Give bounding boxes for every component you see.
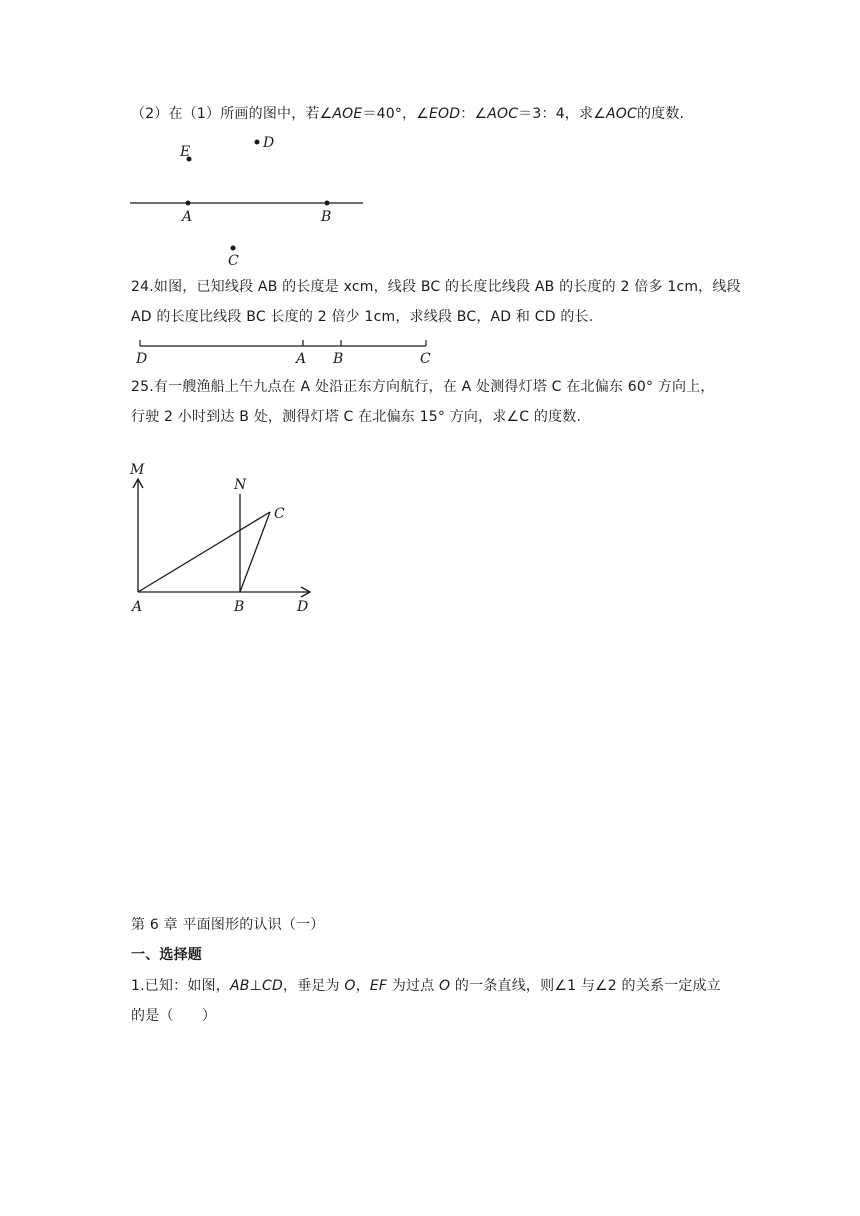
q24-line1: 24.如图，已知线段 AB 的长度是 xcm，线段 BC 的长度比线段 AB 的长度的 2 倍多 1cm，线段	[131, 279, 741, 295]
label-d: D	[263, 135, 275, 151]
segment-name: CD	[261, 978, 283, 994]
figure-bearing-diagram	[125, 458, 325, 618]
text-segment: 的度数.	[636, 106, 685, 122]
point-b	[325, 201, 330, 206]
label-d: D	[297, 599, 309, 615]
label-b: B	[321, 209, 332, 225]
text-segment: ：∠	[460, 106, 488, 122]
label-b: B	[333, 351, 344, 367]
q24-line2: AD 的长度比线段 BC 长度的 2 倍少 1cm，求线段 BC，AD 和 CD 的长.	[131, 309, 594, 325]
q23-part2-text	[131, 104, 684, 124]
text-segment: ＝3：4，求∠	[518, 106, 606, 122]
label-e: E	[180, 144, 191, 160]
text-segment: ⊥	[249, 978, 262, 994]
q1-line1	[131, 976, 721, 996]
text-segment: 的一条直线，则∠1 与∠2 的关系一定成立	[450, 978, 721, 994]
figure-segment-dabc	[130, 334, 440, 368]
angle-name: AOC	[605, 106, 637, 122]
point-a	[186, 201, 191, 206]
point-c	[231, 246, 236, 251]
text-segment: ，垂足为	[282, 978, 345, 994]
line-name: EF	[369, 978, 388, 994]
segment-bc	[240, 512, 270, 592]
q1-line2: 的是（ ）	[131, 1008, 217, 1024]
figure-points-on-line	[125, 130, 375, 270]
text-segment: ，	[355, 978, 370, 994]
angle-name: AOC	[487, 106, 519, 122]
text-segment: （2）在（1）所画的图中，若∠	[131, 106, 333, 122]
angle-name: AOE	[332, 106, 363, 122]
label-a: A	[182, 209, 193, 225]
text-segment: 为过点	[387, 978, 440, 994]
label-d: D	[136, 351, 148, 367]
point-name: O	[439, 978, 451, 994]
label-n: N	[234, 477, 247, 493]
label-c: C	[420, 351, 431, 367]
label-a: A	[296, 351, 307, 367]
angle-name: EOD	[429, 106, 461, 122]
section-heading: 一、选择题	[131, 947, 202, 963]
text-segment: 1.已知：如图，	[131, 978, 230, 994]
label-c: C	[274, 506, 285, 522]
label-c: C	[228, 253, 239, 269]
text-segment: ＝40°，∠	[362, 106, 429, 122]
segment-ac	[138, 512, 270, 592]
segment-name: AB	[229, 978, 250, 994]
label-m: M	[130, 462, 145, 478]
q25-line1: 25.有一艘渔船上午九点在 A 处沿正东方向航行，在 A 处测得灯塔 C 在北偏东 60° 方向上，	[131, 379, 715, 395]
q25-line2: 行驶 2 小时到达 B 处，测得灯塔 C 在北偏东 15° 方向，求∠C 的度数.	[131, 409, 582, 425]
point-d	[255, 140, 260, 145]
label-b: B	[234, 599, 245, 615]
point-name: O	[344, 978, 356, 994]
chapter-title: 第 6 章 平面图形的认识（一）	[131, 917, 325, 933]
label-a: A	[132, 599, 143, 615]
